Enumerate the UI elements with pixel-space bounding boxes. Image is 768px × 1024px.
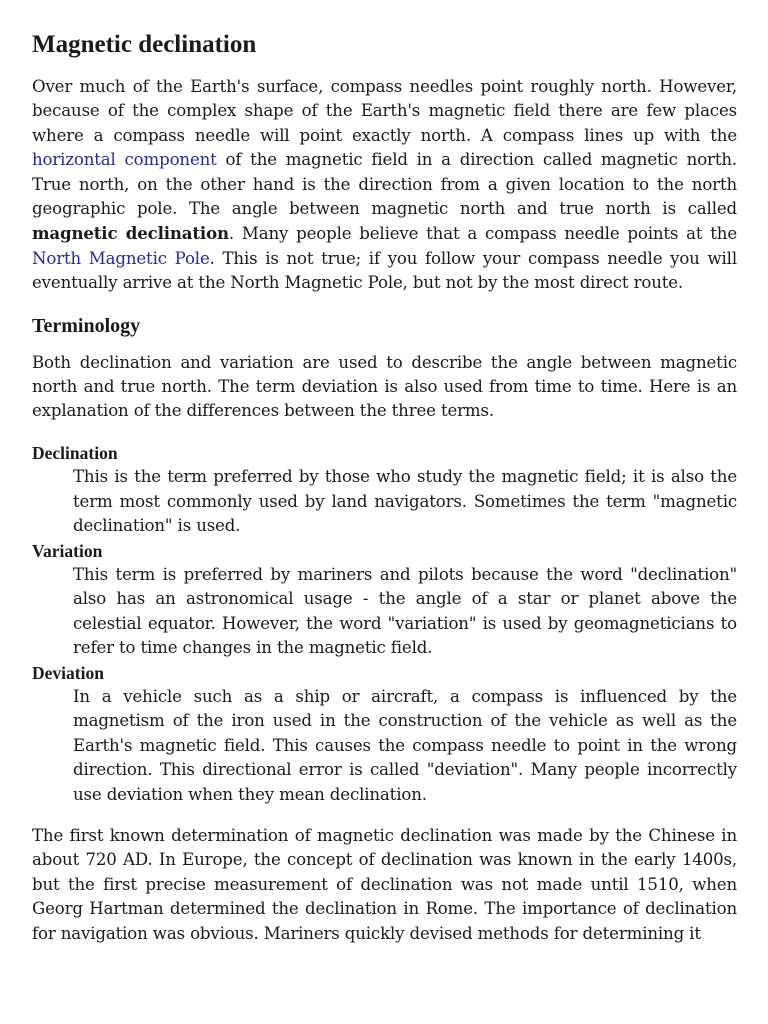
terms-list bbox=[32, 441, 737, 807]
north-magnetic-pole-link[interactable]: North Magnetic Pole bbox=[32, 248, 210, 268]
intro-paragraph bbox=[32, 75, 737, 296]
document-page bbox=[32, 24, 737, 946]
terminology-intro: Both declination and variation are used to describe the angle between magnetic north and true north. The term deviation is also used from time to time. Here is an explanation of the differences between the three terms. bbox=[32, 352, 737, 421]
definition-declination: This is the term preferred by those who study the magnetic field; it is also the term most commonly used by land navigators. Sometimes the term "magnetic declination" is used. bbox=[73, 467, 737, 536]
history-paragraph: The first known determination of magnetic declination was made by the Chinese in about 720 AD. In Europe, the concept of declination was known in the early 1400s, but the first precise measurement of declination was not made until 1510, when Georg Hartman determined the declination in Rome. The importance of declination for navigation was obvious. Mariners quickly devised methods for determining it bbox=[32, 825, 737, 943]
intro-text-3: . Many people believe that a compass needle points at the bbox=[228, 224, 737, 244]
horizontal-component-link[interactable]: horizontal component bbox=[32, 150, 217, 170]
intro-text-2: of the magnetic field in a direction called magnetic north. True north, on the other hand is the direction from a given location to the north geographic pole. The angle between magnetic north and true north is called bbox=[32, 150, 737, 219]
term-declination: Declination bbox=[32, 442, 118, 463]
terminology-heading: Terminology bbox=[32, 314, 141, 337]
definition-deviation: In a vehicle such as a ship or aircraft, a compass is influenced by the magnetism of the iron used in the construction of the vehicle as well as the Earth's magnetic field. This causes the compass needle to point in the wrong direction. This directional error is called "deviation". Many people incorrectly use deviation when they mean declination. bbox=[73, 686, 737, 804]
page-title: Magnetic declination bbox=[32, 31, 257, 58]
magnetic-declination-bold: magnetic declination bbox=[32, 223, 229, 244]
intro-text-1: Over much of the Earth's surface, compass needles point roughly north. However, because of the complex shape of the Earth's magnetic field there are few places where a compass needle will point exactly north. A compass lines up with the bbox=[32, 77, 737, 145]
term-variation: Variation bbox=[32, 540, 103, 561]
term-deviation: Deviation bbox=[32, 662, 104, 683]
intro-text-4: . This is not true; if you follow your compass needle you will eventually arrive at the North Magnetic Pole, but not by the most direct route. bbox=[32, 248, 737, 293]
definition-variation: This term is preferred by mariners and pilots because the word "declination" also has an astronomical usage - the angle of a star or planet above the celestial equator. However, the word "variation" is used by geomagneticians to refer to time changes in the magnetic field. bbox=[73, 564, 737, 658]
